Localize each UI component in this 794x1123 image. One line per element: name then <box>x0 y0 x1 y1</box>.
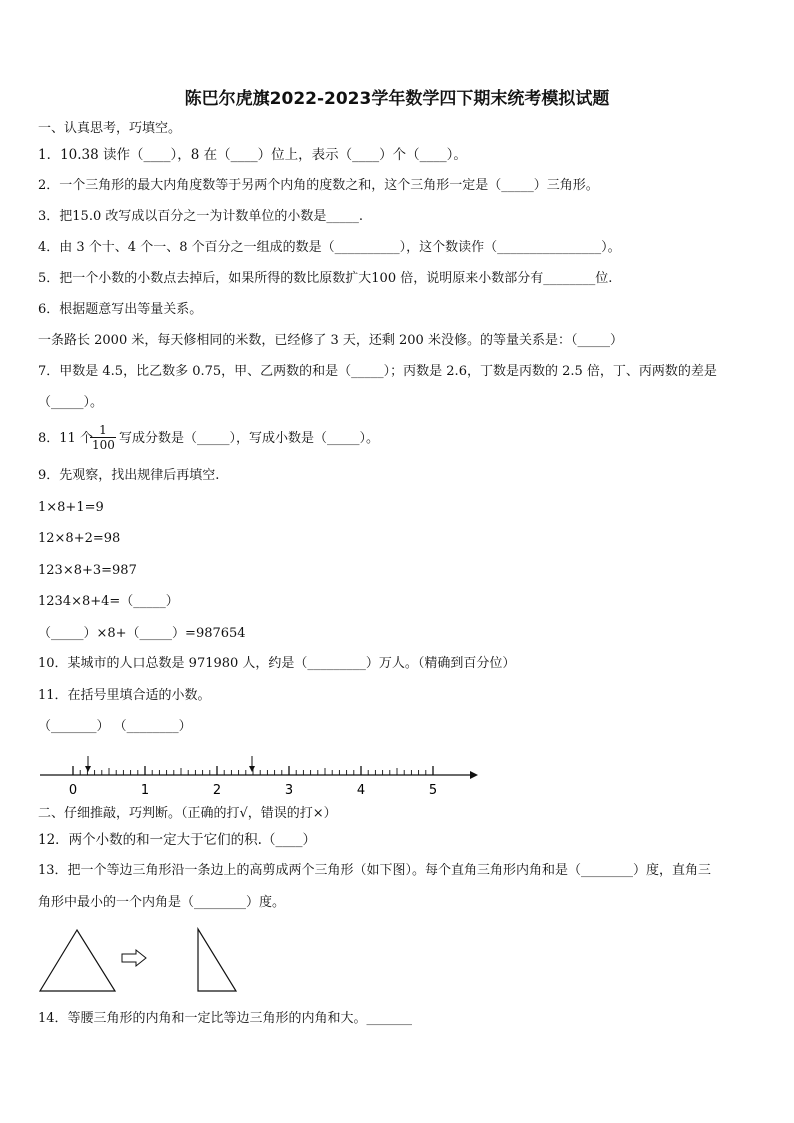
question-12: 12．两个小数的和一定大于它们的积.（____） <box>38 832 316 848</box>
number-line-arrowhead <box>470 771 478 779</box>
question-9: 9．先观察，找出规律后再填空. <box>38 468 220 483</box>
question-1: 1．10.38 读作（____），8 在（____）位上，表示（____）个（____）。 <box>38 147 467 163</box>
equilateral-triangle <box>40 930 115 991</box>
question-9-equation-3: 123×8+3=987 <box>38 563 137 578</box>
question-4: 4．由 3 个十、4 个一、8 个百分之一组成的数是（__________），这个数读作（________________）。 <box>38 240 621 255</box>
number-line-label-5: 5 <box>428 783 438 798</box>
number-line <box>0 750 794 800</box>
question-14: 14．等腰三角形的内角和一定比等边三角形的内角和大。_______ <box>38 1011 413 1026</box>
pointer-arrowhead-1 <box>85 766 91 772</box>
section-1-heading: 一、认真思考，巧填空。 <box>38 121 182 136</box>
question-9-equation-4: 1234×8+4=（_____） <box>38 594 179 609</box>
question-6: 6．根据题意写出等量关系。 <box>38 302 203 317</box>
triangle-figure <box>0 925 794 995</box>
question-9-equation-2: 12×8+2=98 <box>38 531 121 546</box>
question-7-line-2: （_____）。 <box>38 395 104 410</box>
question-9-equation-5: （_____）×8+（_____）=987654 <box>38 626 246 641</box>
question-8-suffix: 写成分数是（_____），写成小数是（_____）。 <box>119 431 380 446</box>
pointer-arrowhead-2 <box>249 766 255 772</box>
right-triangle <box>198 929 236 991</box>
question-8-prefix: 8．11 个 <box>38 431 93 446</box>
question-13-line-1: 13．把一个等边三角形沿一条边上的高剪成两个三角形（如下图）。每个直角三角形内角和是（________）度，直角三 <box>38 863 712 878</box>
number-line-label-1: 1 <box>140 783 150 798</box>
right-arrow-icon <box>122 950 146 966</box>
number-line-label-2: 2 <box>212 783 222 798</box>
question-7-line-1: 7．甲数是 4.5，比乙数多 0.75，甲、乙两数的和是（_____）；丙数是 2.6，丁数是丙数的 2.5 倍，丁、丙两数的差是 <box>38 364 717 379</box>
question-10: 10．某城市的人口总数是 971980 人，约是（_________）万人。（精确到百分位） <box>38 656 516 671</box>
question-13-line-2: 角形中最小的一个内角是（________）度。 <box>38 895 286 910</box>
question-11-blanks: （_______） （________） <box>38 719 192 734</box>
number-line-label-0: 0 <box>68 783 78 798</box>
question-11: 11．在括号里填合适的小数。 <box>38 688 211 703</box>
question-8-fraction <box>90 423 116 452</box>
question-6-statement: 一条路长 2000 米，每天修相同的米数，已经修了 3 天，还剩 200 米没修。的等量关系是：（_____） <box>38 333 623 348</box>
number-line-label-4: 4 <box>356 783 366 798</box>
question-9-equation-1: 1×8+1=9 <box>38 500 104 515</box>
section-2-heading: 二、仔细推敲，巧判断。（正确的打√，错误的打×） <box>38 806 337 821</box>
question-2: 2．一个三角形的最大内角度数等于另两个内角的度数之和，这个三角形一定是（_____）三角形。 <box>38 178 599 193</box>
page-title: 陈巴尔虎旗2022-2023学年数学四下期末统考模拟试题 <box>184 89 610 109</box>
question-5: 5．把一个小数的小数点去掉后，如果所得的数比原数扩大100 倍，说明原来小数部分有________位. <box>38 271 613 286</box>
number-line-label-3: 3 <box>284 783 294 798</box>
fraction-denominator: 100 <box>92 438 115 452</box>
question-3: 3．把15.0 改写成以百分之一为计数单位的小数是_____. <box>38 209 363 224</box>
fraction-numerator: 1 <box>90 423 116 438</box>
